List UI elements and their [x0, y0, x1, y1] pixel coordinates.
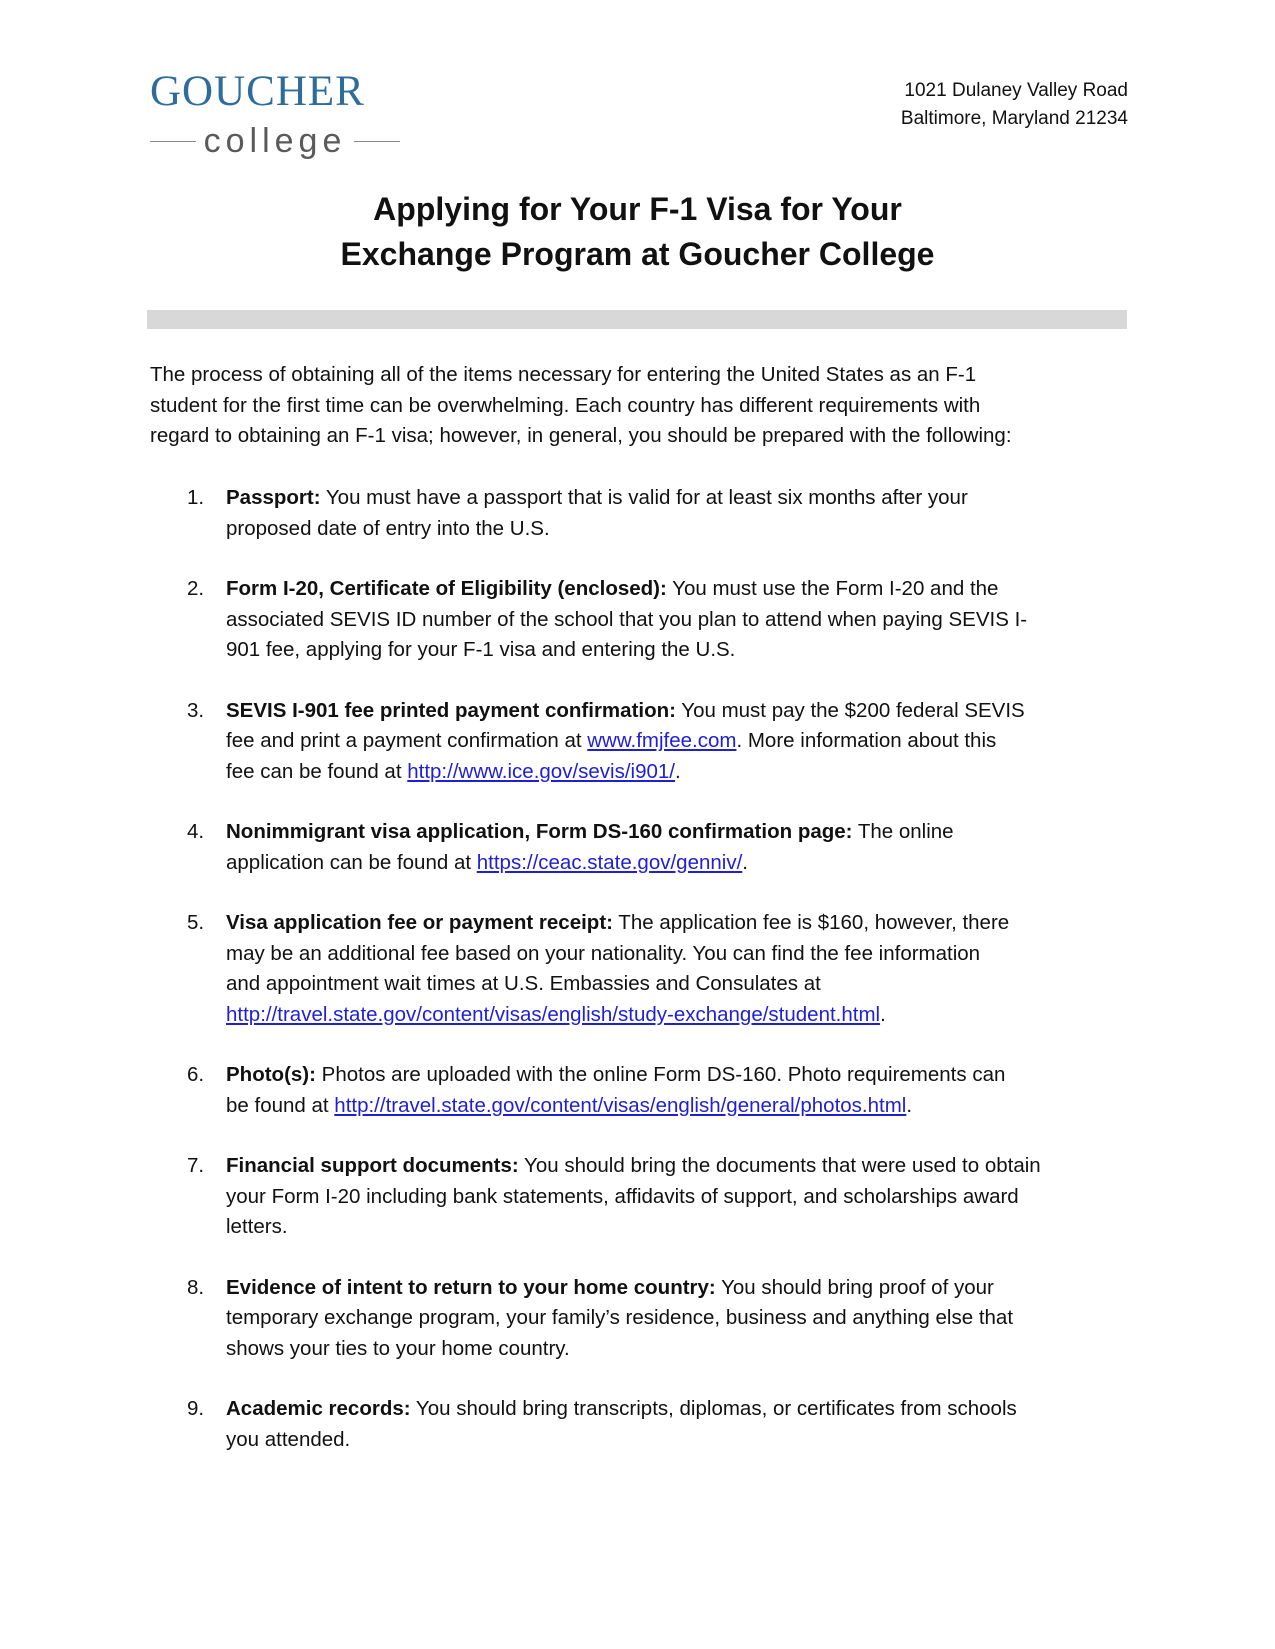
- item-text: Photos are uploaded with the online Form DS-160. Photo requirements can: [315, 1063, 1006, 1086]
- title-line-2: Exchange Program at Goucher College: [340, 236, 935, 272]
- item-label: Financial support documents:: [226, 1154, 519, 1177]
- list-item-financial-support: [150, 1151, 1140, 1243]
- photo-requirements-link[interactable]: http://travel.state.gov/content/visas/english/general/photos.html: [334, 1093, 907, 1117]
- item-text: The online: [852, 820, 954, 843]
- ice-sevis-link[interactable]: http://www.ice.gov/sevis/i901/: [407, 759, 675, 783]
- ceac-genniv-link[interactable]: https://ceac.state.gov/genniv/: [476, 850, 743, 874]
- fmjfee-link[interactable]: www.fmjfee.com: [587, 729, 737, 752]
- item-line: [226, 908, 1140, 939]
- item-text: You should bring transcripts, diplomas, or certificates from schools: [410, 1397, 1017, 1420]
- list-item-sevis-fee: [150, 696, 1140, 788]
- item-line: shows your ties to your home country.: [226, 1336, 570, 1360]
- item-line: proposed date of entry into the U.S.: [226, 516, 550, 540]
- address-city: Baltimore, Maryland 21234: [900, 108, 1128, 129]
- logo-right-rule: [354, 141, 400, 142]
- item-text: .: [742, 850, 748, 874]
- requirements-list: [150, 483, 1140, 1485]
- item-text: be found at: [226, 1093, 335, 1117]
- list-item-form-i20: [150, 574, 1140, 666]
- item-text: fee can be found at: [226, 759, 408, 783]
- item-text: . More information about this: [736, 729, 997, 752]
- item-label: Evidence of intent to return to your home country:: [226, 1275, 716, 1299]
- address-street: 1021 Dulaney Valley Road: [904, 80, 1128, 101]
- title-line-1: Applying for Your F-1 Visa for Your: [373, 191, 902, 227]
- item-line: 901 fee, applying for your F-1 visa and entering the U.S.: [226, 638, 736, 661]
- list-item-visa-fee: [150, 908, 1140, 1030]
- list-item-photos: [150, 1060, 1140, 1121]
- item-line: [226, 817, 1140, 848]
- list-number: 3.: [187, 698, 205, 722]
- item-line: [226, 1273, 1140, 1304]
- list-number: 8.: [187, 1275, 205, 1299]
- item-text: application can be found at: [226, 850, 477, 874]
- logo-college-row: [150, 124, 400, 158]
- item-line: and appointment wait times at U.S. Embassies and Consulates at: [226, 972, 821, 995]
- item-text: .: [880, 1002, 886, 1026]
- logo-left-rule: [150, 141, 196, 142]
- item-line: associated SEVIS ID number of the school that you plan to attend when paying SEVIS I-: [226, 607, 1028, 631]
- item-text: You must use the Form I-20 and the: [666, 577, 999, 600]
- item-label: Photo(s):: [226, 1063, 316, 1086]
- item-line: your Form I-20 including bank statements, affidavits of support, and scholarships award: [226, 1184, 1019, 1208]
- item-text: The application fee is $160, however, there: [612, 911, 1010, 934]
- item-line: you attended.: [226, 1427, 351, 1451]
- item-line: [226, 574, 1140, 605]
- item-line: temporary exchange program, your family’s residence, business and anything else that: [226, 1306, 1014, 1329]
- item-line: [226, 696, 1140, 727]
- list-number: 4.: [187, 820, 205, 843]
- item-line: may be an additional fee based on your nationality. You can find the fee information: [226, 941, 981, 965]
- student-visa-link[interactable]: http://travel.state.gov/content/visas/english/study-exchange/student.html: [226, 1002, 881, 1026]
- item-line: [226, 848, 1140, 879]
- item-line: [226, 1151, 1140, 1182]
- item-text: .: [675, 759, 681, 783]
- logo-wordmark-goucher: GOUCHER: [150, 68, 365, 115]
- item-text: You should bring the documents that were used to obtain: [518, 1154, 1041, 1177]
- item-line: [226, 726, 1140, 757]
- item-label: Nonimmigrant visa application, Form DS-160 confirmation page:: [226, 820, 853, 843]
- item-line: [226, 757, 1140, 788]
- list-number: 1.: [187, 486, 205, 509]
- list-number: 7.: [187, 1154, 205, 1177]
- list-number: 2.: [187, 577, 205, 600]
- item-label: Visa application fee or payment receipt:: [226, 911, 613, 934]
- list-number: 5.: [187, 911, 205, 934]
- item-text: You must have a passport that is valid for at least six months after your: [320, 486, 968, 509]
- list-item-academic-records: [150, 1394, 1140, 1455]
- intro-line-2: student for the first time can be overwhelming. Each country has different requirements with: [150, 393, 981, 417]
- intro-line-3: regard to obtaining an F-1 visa; however, in general, you should be prepared with the following:: [150, 424, 1012, 447]
- item-line: letters.: [226, 1215, 288, 1238]
- item-line: [226, 1060, 1140, 1091]
- list-number: 9.: [187, 1397, 205, 1420]
- item-line: [226, 1394, 1140, 1425]
- item-text: You should bring proof of your: [715, 1275, 994, 1299]
- item-label: SEVIS I-901 fee printed payment confirmation:: [226, 698, 676, 722]
- list-item-passport: [150, 483, 1140, 544]
- document-title: [150, 187, 1125, 277]
- item-line: [226, 483, 1140, 514]
- list-item-ds160: [150, 817, 1140, 878]
- item-line: [226, 1000, 1140, 1031]
- item-label: Form I-20, Certificate of Eligibility (enclosed):: [226, 577, 667, 600]
- item-label: Academic records:: [226, 1397, 411, 1420]
- goucher-college-logo: [150, 70, 400, 170]
- address-block: [901, 77, 1128, 133]
- intro-line-1: The process of obtaining all of the items necessary for entering the United States as an F-1: [150, 363, 977, 386]
- item-label: Passport:: [226, 486, 321, 509]
- title-divider-bar: [147, 310, 1127, 329]
- item-text: .: [906, 1093, 913, 1117]
- item-line: [226, 1091, 1140, 1122]
- logo-wordmark-college: college: [203, 122, 347, 160]
- list-number: 6.: [187, 1063, 205, 1086]
- list-item-evidence-of-intent: [150, 1273, 1140, 1365]
- intro-paragraph: [150, 360, 1135, 452]
- item-text: fee and print a payment confirmation at: [226, 729, 588, 752]
- item-text: You must pay the $200 federal SEVIS: [675, 698, 1025, 722]
